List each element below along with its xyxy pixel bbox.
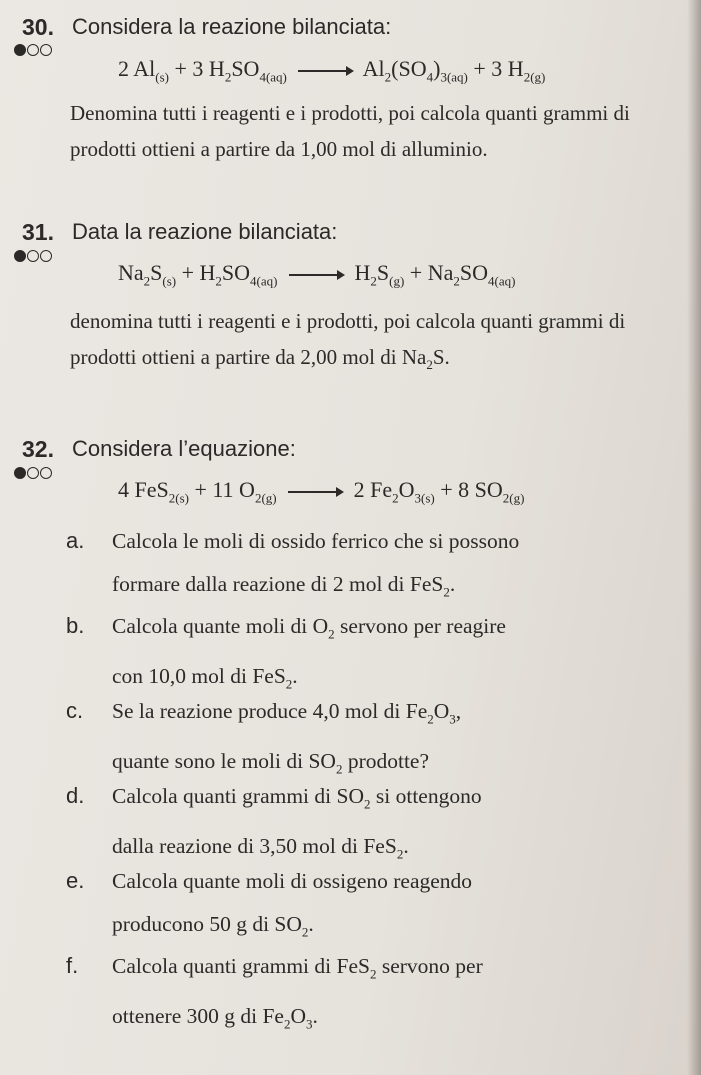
filled-dot-icon <box>14 467 26 479</box>
reaction-arrow-icon <box>298 70 352 72</box>
equation-30: 2 $Al_{(s)} + 3$ $H_2SO_{4(aq)}$ $Al_2(SO_4)_{3(aq)} + 3$ $H_{2(g)}$ <box>118 56 546 85</box>
item-e-text: Calcola quante moli di ossigeno reagendo producono 50 g di $SO_2$. <box>112 869 473 940</box>
difficulty-indicator <box>14 44 53 61</box>
item-label-e: e. <box>66 868 85 893</box>
item-a-text: Calcola le moli di ossido ferrico che si possono formare dalla reazione di 2 mol di FeS$_2$. <box>112 529 520 600</box>
exercise-31-title: Data la reazione bilanciata: <box>72 219 338 244</box>
item-label-a: a. <box>66 528 85 553</box>
item-b-text: Calcola quante moli di $O_2$ servono per reagire con 10,0 mol di FeS$_2$. <box>112 614 506 692</box>
difficulty-indicator <box>14 250 53 267</box>
exercise-30-text: Denomina tutti i reagenti e i prodotti, poi calcola quanti grammi di prodotti ottieni a partire da 1,00 mol di alluminio. <box>70 101 630 161</box>
item-f-text: Calcola quanti grammi di FeS$_2$ servono per ottenere 300 g di $Fe_2O_3$. <box>112 954 483 1032</box>
item-label-d: d. <box>66 783 85 808</box>
item-label-b: b. <box>66 613 85 638</box>
equation-32: 4 FeS$_{2(s)}$ + 11 $O_{2(g)}$ 2 $Fe_2O_{3(s)} + 8$ $SO_{2(g)}$ <box>118 477 525 506</box>
item-c-text: Se la reazione produce 4,0 mol di $Fe_2O_3$, quante sono le moli di $SO_2$ prodotte? <box>112 699 462 777</box>
empty-dot-icon <box>40 467 52 479</box>
exercise-31-number: 31. <box>22 219 54 245</box>
exercise-32-title: Considera l’equazione: <box>72 436 296 461</box>
empty-dot-icon <box>27 44 39 56</box>
exercise-32-number: 32. <box>22 436 54 462</box>
reaction-arrow-icon <box>288 491 342 493</box>
item-label-c: c. <box>66 698 84 723</box>
empty-dot-icon <box>40 44 52 56</box>
empty-dot-icon <box>27 250 39 262</box>
exercise-30-title: Considera la reazione bilanciata: <box>72 14 392 39</box>
reaction-arrow-icon <box>289 274 343 276</box>
equation-31: $Na_2S_{(s)} + H_2SO_{4(aq)}$ $H_2S_{(g)} + Na_2SO_{4(aq)}$ <box>118 260 516 289</box>
item-label-f: f. <box>66 953 79 978</box>
exercise-31-text: denomina tutti i reagenti e i prodotti, poi calcola quanti grammi di prodotti ottieni a partire da 2,00 mol di $Na_2S$. <box>70 309 626 373</box>
filled-dot-icon <box>14 44 26 56</box>
item-d-text: Calcola quanti grammi di $SO_2$ si ottengono dalla reazione di 3,50 mol di FeS$_2$. <box>112 784 482 862</box>
page-edge-shadow <box>687 0 701 1075</box>
empty-dot-icon <box>27 467 39 479</box>
exercise-30-number: 30. <box>22 14 54 40</box>
empty-dot-icon <box>40 250 52 262</box>
filled-dot-icon <box>14 250 26 262</box>
difficulty-indicator <box>14 467 53 484</box>
